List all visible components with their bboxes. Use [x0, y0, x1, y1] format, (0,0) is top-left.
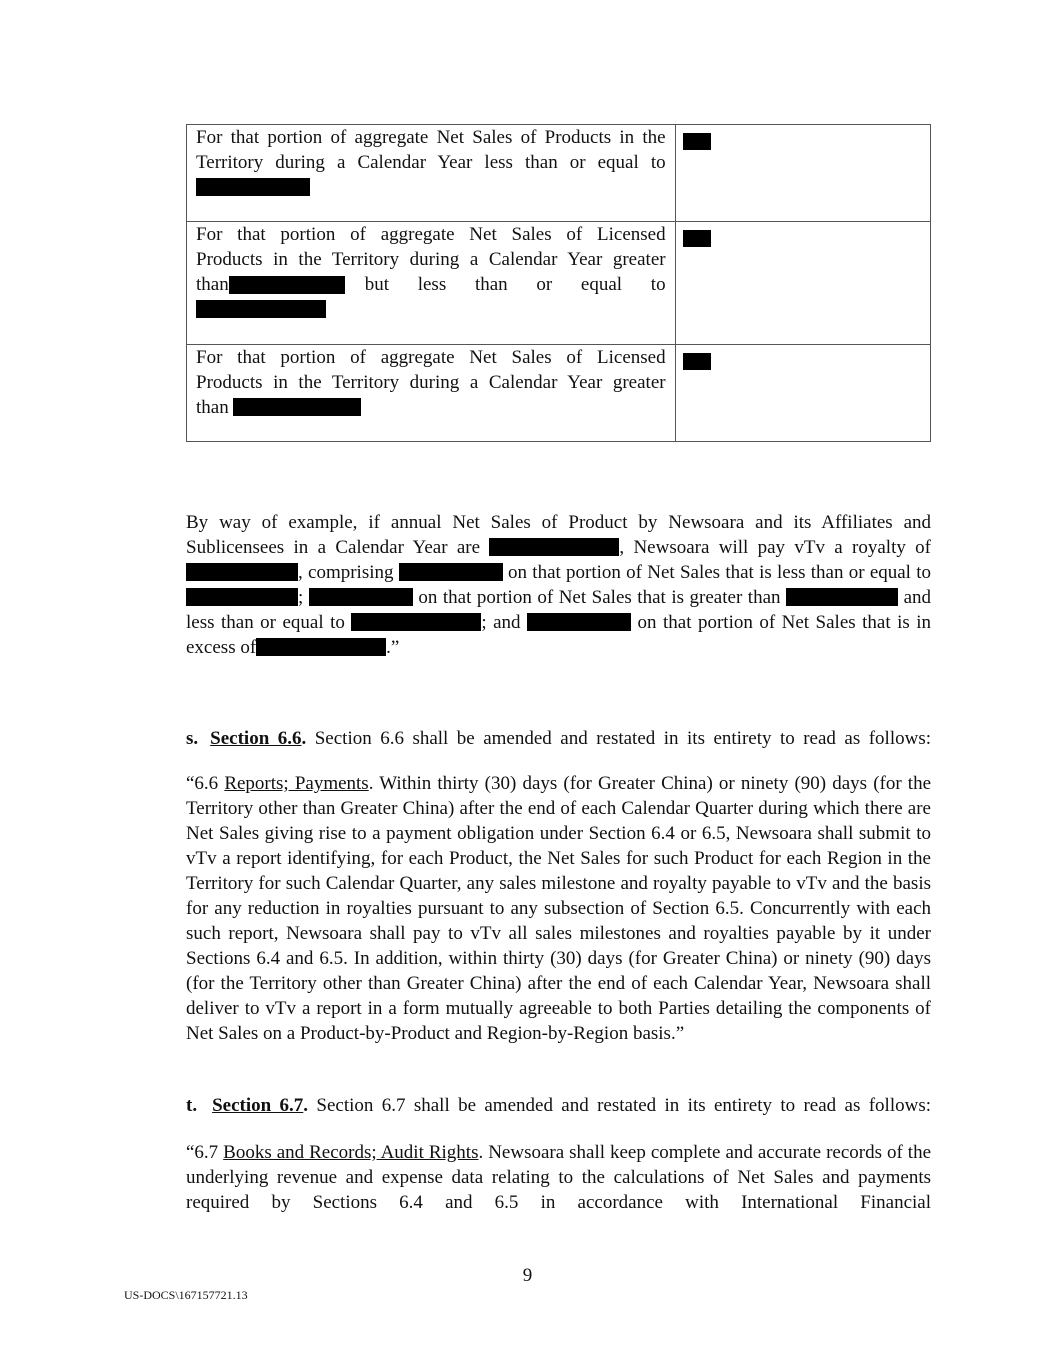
redaction-block [196, 178, 310, 196]
tier-rate-cell [675, 345, 930, 442]
redaction-block [489, 538, 619, 556]
redaction-block [786, 588, 898, 606]
redaction-block [186, 563, 298, 581]
redaction-block [527, 613, 631, 631]
redaction-block [229, 276, 345, 294]
section-marker: s. [186, 728, 199, 749]
example-paragraph: By way of example, if annual Net Sales of Product by Newsoara and its Affiliates and Sublicensees in a Calendar Year are , Newsoara will pay vTv a royalty of , comprising on that portion of Net Sales that is less than or equal to ; on that portion of Net Sales that is greater than and less than or equal to ; and on that portion of Net Sales that is in excess of .” [186, 512, 932, 658]
redaction-block [233, 398, 361, 416]
tier-rate-cell [675, 222, 930, 345]
section-t-amendment: t. Section 6.7. Section 6.7 shall be amended and restated in its entirety to read as follows: [186, 1095, 931, 1116]
redaction-block [196, 300, 326, 318]
section-title: Reports; Payments [224, 773, 369, 794]
redaction-block [683, 353, 711, 370]
redaction-block [399, 563, 503, 581]
redaction-block [683, 133, 711, 150]
table-row [187, 345, 931, 442]
document-id: US-DOCS\167157721.13 [124, 1288, 248, 1302]
section-heading: Section 6.7 [212, 1095, 304, 1116]
tier-description-cell [187, 125, 676, 222]
tier-3-text: For that portion of aggregate Net Sales of Licensed Products in the Territory during a Calendar Year greater than [196, 347, 666, 418]
section-6-6-text: “6.6 Reports; Payments. Within thirty (30) days (for Greater China) or ninety (90) days (for the Territory other than Greater China) after the end of each Calendar Quarter during which there are Net Sales giving rise to a payment obligation under Section 6.4 or 6.5, Newsoara shall submit to vTv a report identifying, for each Product, the Net Sales for such Product for each Region in the Territory for such Calendar Quarter, any sales milestone and royalty payable to vTv and the basis for any reduction in royalties pursuant to any subsection of Section 6.5. Concurrently with each such report, Newsoara shall pay to vTv all sales milestones and royalties payable by it under Sections 6.4 and 6.5. In addition, within thirty (30) days (for Greater China) or ninety (90) days (for the Territory other than Greater China) after the end of each Calendar Year, Newsoara shall deliver to vTv a report in a form mutually agreeable to both Parties detailing the components of Net Sales on a Product-by-Product and Region-by-Region basis.” [186, 773, 932, 1044]
redaction-block [256, 638, 386, 656]
tier-description-cell [187, 222, 676, 345]
section-heading: Section 6.6 [210, 728, 302, 749]
table-row [187, 222, 931, 345]
royalty-rate-table [186, 124, 931, 442]
redaction-block [186, 588, 298, 606]
tier-2-upper-bound-text: but less than or equal to [364, 274, 666, 295]
redaction-block [309, 588, 413, 606]
table-row [187, 125, 931, 222]
section-6-7-text: “6.7 Books and Records; Audit Rights. Newsoara shall keep complete and accurate records of the underlying revenue and expense data relating to the calculations of Net Sales and payments required by Sections 6.4 and 6.5 in accordance with International Financial [186, 1142, 931, 1213]
section-marker: t. [186, 1095, 198, 1116]
tier-1-text: For that portion of aggregate Net Sales of Products in the Territory during a Calendar Year less than or equal to [187, 125, 675, 200]
page-number: 9 [522, 1265, 533, 1286]
redaction-block [351, 613, 481, 631]
section-title: Books and Records; Audit Rights [223, 1142, 479, 1163]
redaction-block [683, 230, 711, 247]
tier-rate-cell [675, 125, 930, 222]
tier-2-text: For that portion of aggregate Net Sales of Licensed Products in the Territory during a Calendar Year greater than but less than or equal to [187, 222, 675, 322]
section-s-amendment: s. Section 6.6. Section 6.6 shall be amended and restated in its entirety to read as follows: [186, 728, 931, 749]
tier-description-cell [187, 345, 676, 442]
